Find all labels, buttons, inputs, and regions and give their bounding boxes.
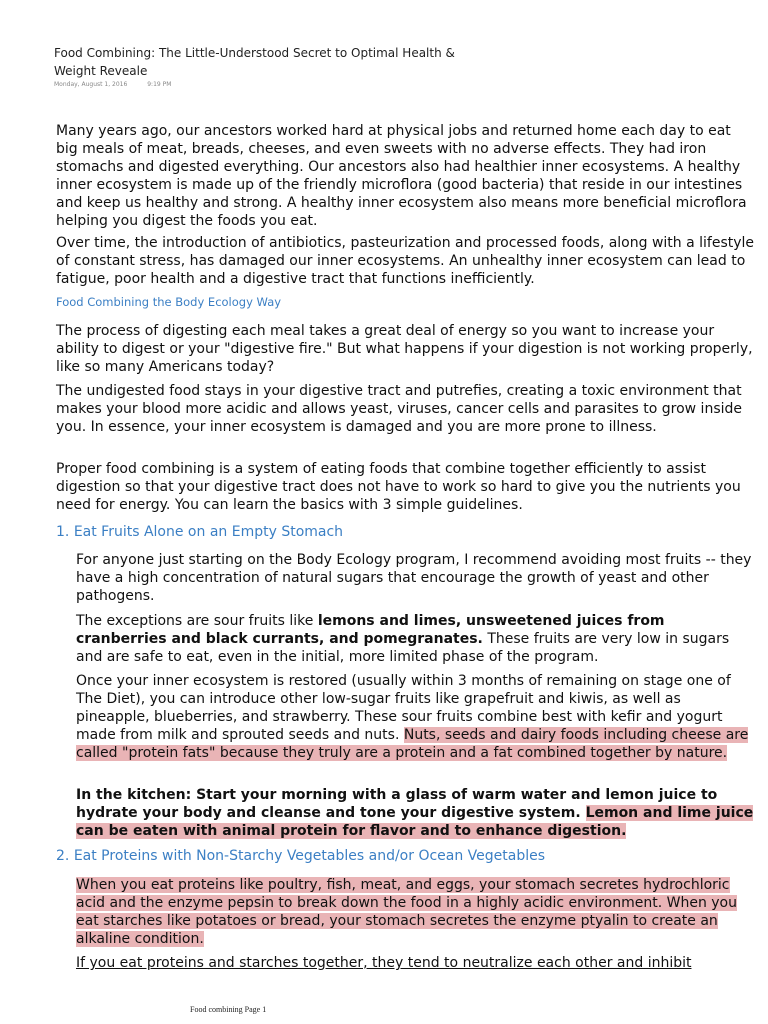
list-heading-text: Eat Proteins with Non-Starchy Vegetables and/or Ocean Vegetables [73, 848, 546, 864]
text-run: These fruits are very low in sugars and are safe to eat, even in the initial, more limited phase of the program. [76, 631, 730, 665]
paragraph [76, 954, 758, 972]
paragraph [76, 672, 758, 762]
highlighted-text: Lemon and lime juice can be eaten with animal protein for flavor and to enhance digestion. [76, 805, 754, 839]
page-metadata [54, 81, 189, 88]
highlighted-text: Nuts, seeds and dairy foods including cheese are called "protein fats" because they truly are a protein and a fat combined together by nature. [76, 727, 749, 761]
paragraph-text: Over time, the introduction of antibiotics, pasteurization and processed foods, along with a lifestyle of constant stress, has damaged our inner ecosystems. An unhealthy inner ecosystem can lead to fatigue, poor health and a digestive tract that functions inefficiently. [56, 235, 755, 287]
paragraph [76, 876, 758, 948]
time-stamp: 9:19 PM [147, 81, 172, 88]
bold-text: lemons and limes, unsweetened juices from cranberries and black currants, and pomegranates. [76, 613, 665, 647]
paragraph-text [76, 672, 758, 762]
paragraph [56, 322, 756, 376]
list-heading [56, 524, 343, 540]
paragraph-text: The undigested food stays in your digestive tract and putrefies, creating a toxic environment that makes your blood more acidic and allows yeast, viruses, cancer cells and parasites to grow inside you. In essence, your inner ecosystem is damaged and you are more prone to illness. [56, 383, 743, 435]
paragraph-text: Many years ago, our ancestors worked hard at physical jobs and returned home each day to eat big meals of meat, breads, cheeses, and even sweets with no adverse effects. They had iron stomachs and digested everything. Our ancestors also had healthier inner ecosystems. A healthy inner ecosystem is made up of the friendly microflora (good bacteria) that reside in our intestines and keep us healthy and strong. A healthy inner ecosystem also means more beneficial microflora helping you digest the foods you eat. [56, 123, 747, 229]
list-number: 1. [56, 524, 70, 540]
page-title: Food Combining: The Little-Understood Secret to Optimal Health & Weight Reveale [54, 46, 455, 78]
paragraph-text: For anyone just starting on the Body Ecology program, I recommend avoiding most fruits -- they have a high concentration of natural sugars that encourage the growth of yeast and other pathogens. [76, 552, 752, 604]
list-heading-text: Eat Fruits Alone on an Empty Stomach [73, 524, 344, 540]
date-stamp: Monday, August 1, 2016 [54, 81, 128, 88]
highlighted-text: When you eat proteins like poultry, fish, meat, and eggs, your stomach secretes hydrochloric acid and the enzyme pepsin to break down the food in a highly acidic environment. When you eat starches like potatoes or bread, your stomach secretes the enzyme ptyalin to create an alkaline condition. [76, 877, 737, 947]
paragraph [56, 382, 756, 436]
paragraph-text [76, 612, 758, 666]
paragraph-text [76, 876, 758, 948]
list-number: 2. [56, 848, 70, 864]
paragraph-text [76, 954, 758, 972]
kitchen-tip [76, 786, 758, 840]
paragraph-text: The process of digesting each meal takes a great deal of energy so you want to increase your ability to digest or your "digestive fire." But what happens if your digestion is not working properly, like so many Americans today? [56, 323, 753, 375]
paragraph-text [76, 786, 758, 840]
paragraph [76, 612, 758, 666]
text-run: The exceptions are sour fruits like [76, 613, 318, 629]
paragraph [56, 122, 756, 230]
list-heading [56, 848, 545, 864]
page-footer: Food combining Page 1 [190, 1005, 267, 1014]
paragraph [56, 234, 756, 288]
section-subheading: Food Combining the Body Ecology Way [56, 295, 282, 309]
text-run: Once your inner ecosystem is restored (usually within 3 months of remaining on stage one of The Diet), you can introduce other low-sugar fruits like grapefruit and kiwis, as well as pineapple, blueberries, and strawberry. These sour fruits combine best with kefir and yogurt made from milk and sprouted seeds and nuts. [76, 673, 731, 743]
paragraph [56, 460, 756, 514]
bold-text: In the kitchen: Start your morning with a glass of warm water and lemon juice to hydrate your body and cleanse and tone your digestive system. [76, 787, 718, 821]
underlined-text: If you eat proteins and starches together, they tend to neutralize each other and inhibit [76, 955, 692, 971]
paragraph-text: Proper food combining is a system of eating foods that combine together efficiently to assist digestion so that your digestive tract does not have to work so hard to give you the nutrients you need for energy. You can learn the basics with 3 simple guidelines. [56, 461, 741, 513]
paragraph [76, 551, 758, 605]
